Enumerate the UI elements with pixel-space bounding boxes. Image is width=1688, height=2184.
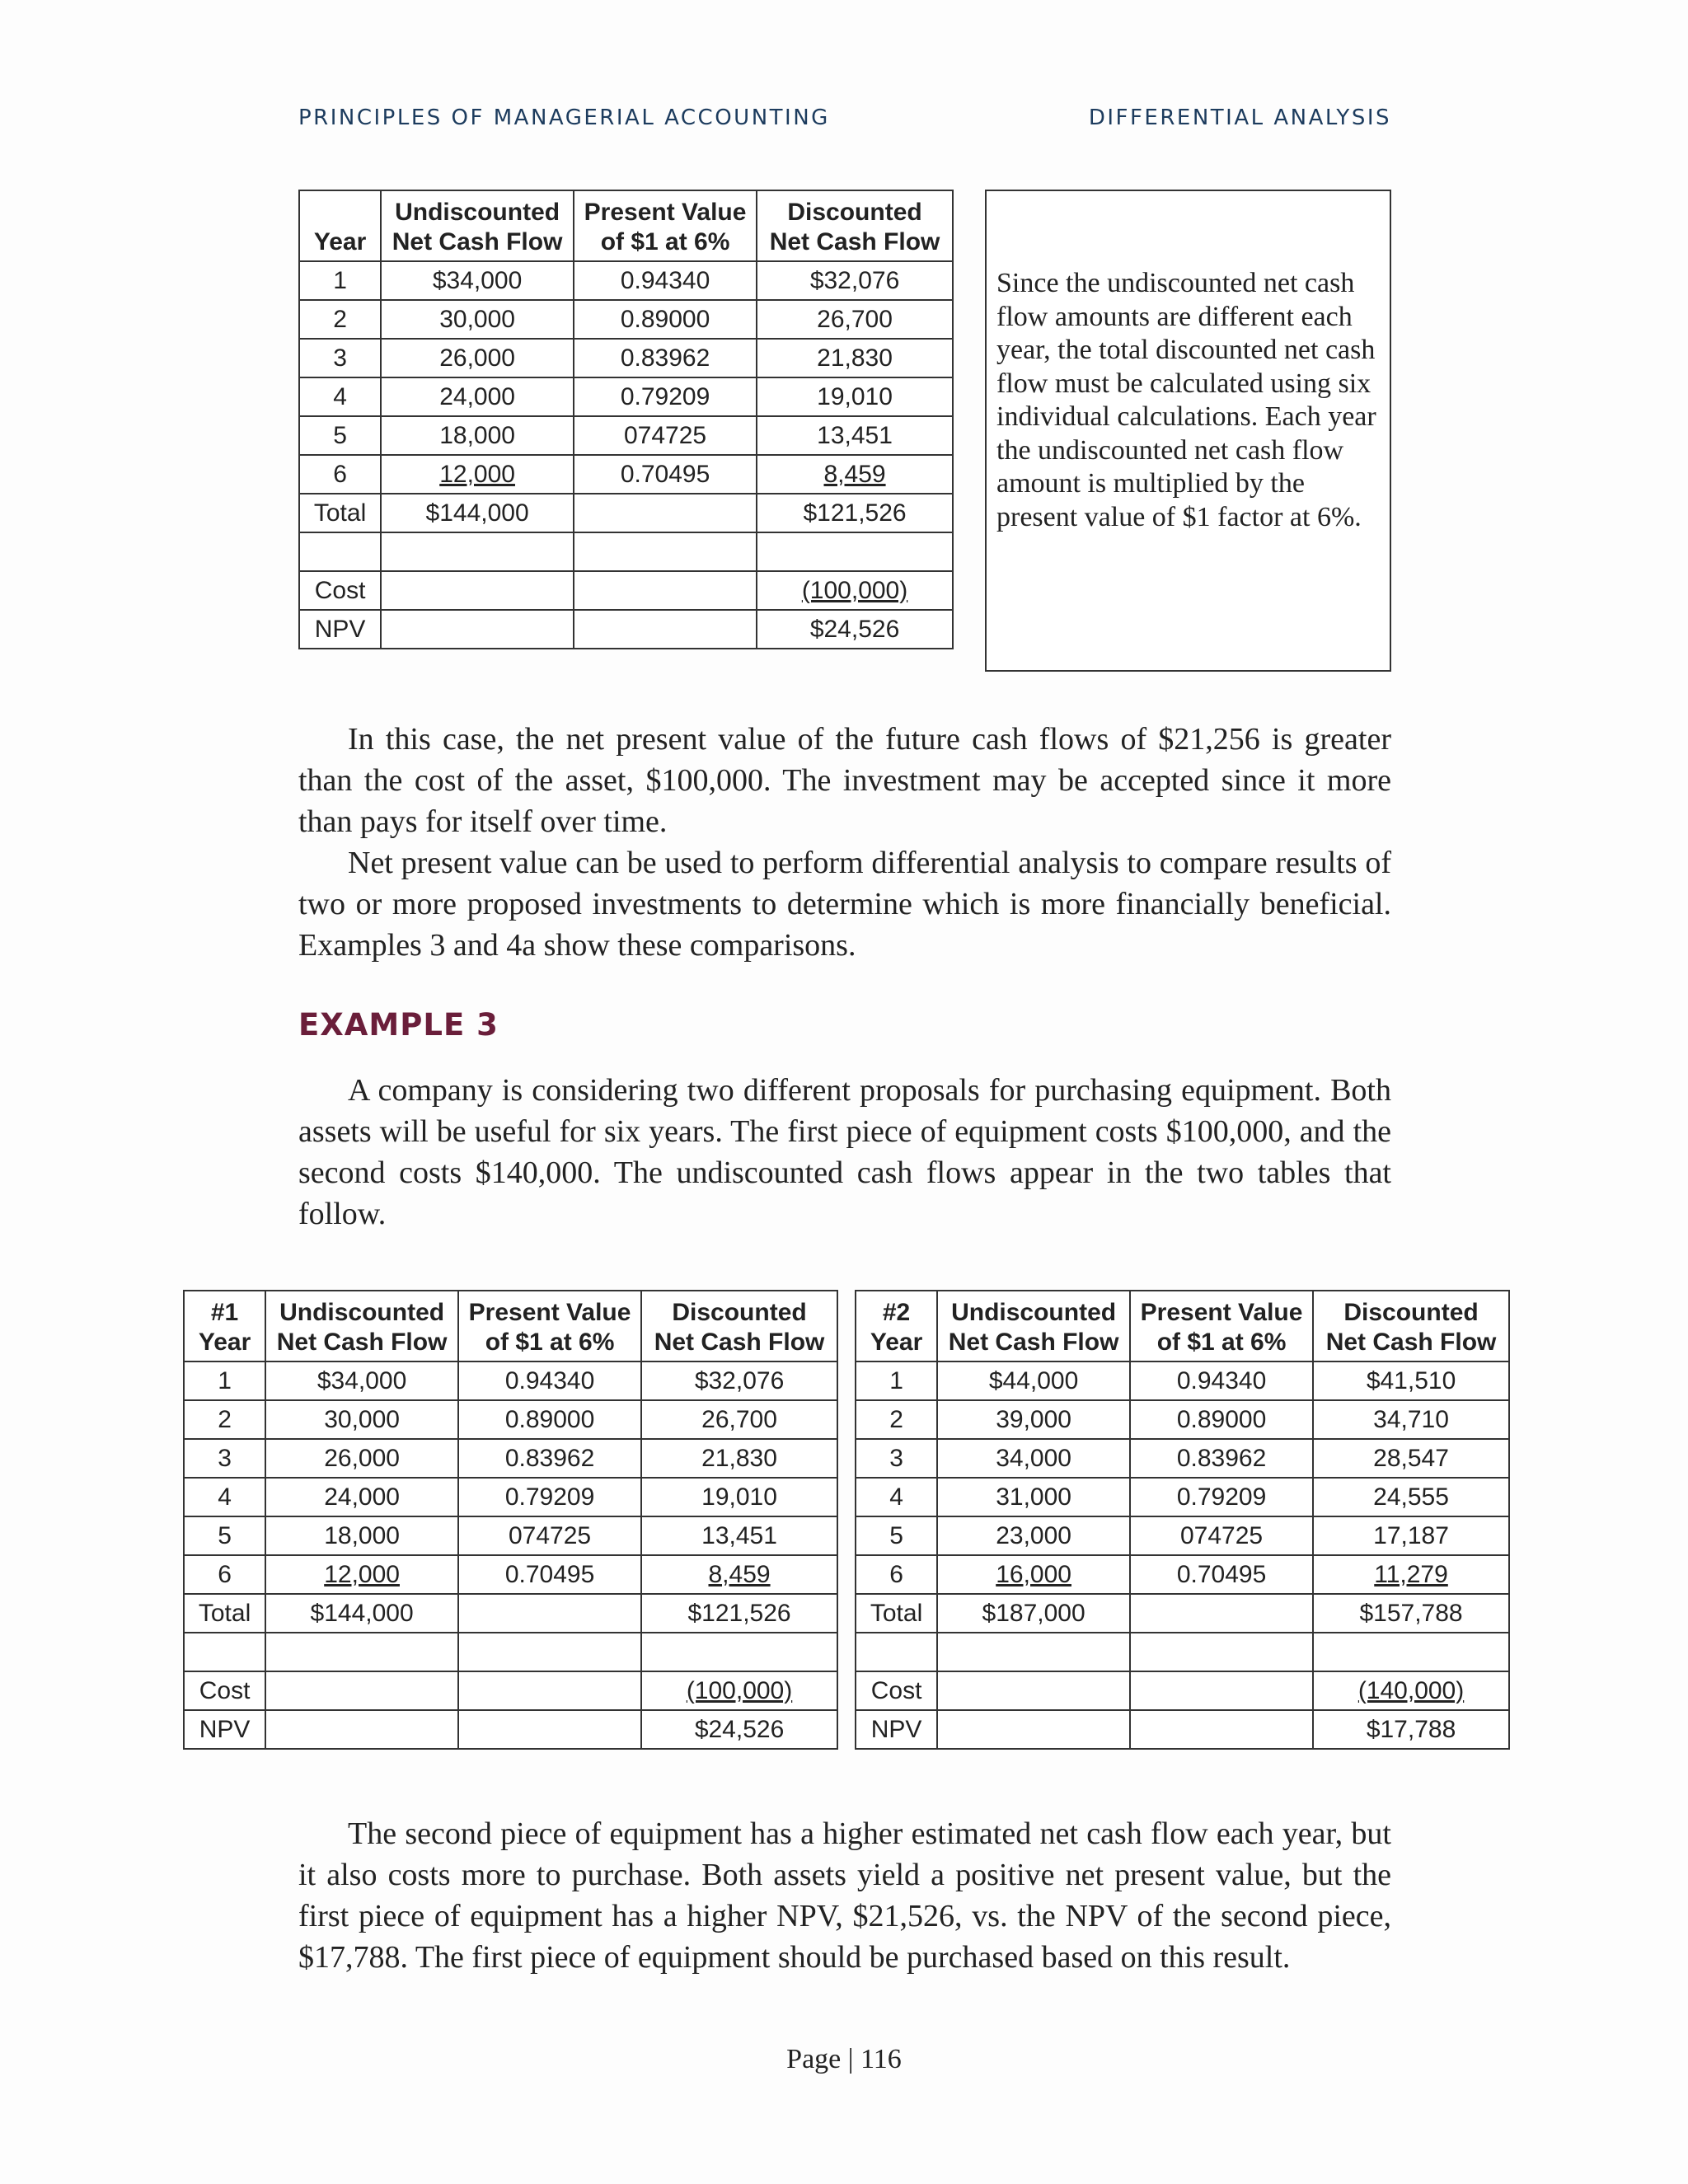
- table-cell: [856, 1633, 937, 1671]
- table-cell: [299, 377, 381, 416]
- column-header-line: Year: [870, 1329, 923, 1356]
- column-header: [641, 1291, 837, 1361]
- cell-value: 19,010: [817, 382, 893, 410]
- column-header-line: Present Value: [468, 1299, 631, 1326]
- table-row: [184, 1633, 837, 1671]
- cell-value: 0.70495: [1176, 1560, 1267, 1588]
- cell-value: 26,700: [817, 305, 893, 333]
- table-cell: [184, 1478, 265, 1516]
- column-header: [856, 1291, 937, 1361]
- table-cell: [937, 1633, 1130, 1671]
- table-cell: [1130, 1400, 1313, 1439]
- table-cell: [184, 1555, 265, 1594]
- table-row: [184, 1439, 837, 1478]
- table-cell: [458, 1400, 641, 1439]
- cell-value: 5: [889, 1521, 903, 1549]
- table-cell: [265, 1478, 458, 1516]
- cell-value: 0.89000: [620, 305, 710, 333]
- table-row: [856, 1478, 1509, 1516]
- table-cell: [1313, 1594, 1509, 1633]
- table-cell: [574, 494, 757, 532]
- cell-value: NPV: [870, 1715, 922, 1743]
- cell-value: (140,000): [1357, 1676, 1465, 1704]
- table-header-row: [856, 1291, 1509, 1361]
- table-cell: [1313, 1671, 1509, 1710]
- table-cell: [458, 1361, 641, 1400]
- cell-value: 0.70495: [504, 1560, 595, 1588]
- table-cell: [641, 1400, 837, 1439]
- table-row: [184, 1478, 837, 1516]
- table-cell: [299, 416, 381, 455]
- table-row: [184, 1555, 837, 1594]
- table-cell: [937, 1439, 1130, 1478]
- cell-value: 0.94340: [620, 266, 710, 294]
- table-cell: [937, 1555, 1130, 1594]
- column-header-line: of $1 at 6%: [600, 228, 730, 255]
- column-header: [1130, 1291, 1313, 1361]
- cell-value: 13,451: [817, 421, 893, 449]
- cell-value: 23,000: [996, 1521, 1071, 1549]
- cell-value: 1: [333, 266, 347, 294]
- column-header: [184, 1291, 265, 1361]
- table-row: [856, 1710, 1509, 1749]
- column-header-line: Net Cash Flow: [392, 228, 563, 255]
- column-header-line: Undiscounted: [951, 1299, 1117, 1326]
- table-cell: [641, 1361, 837, 1400]
- table-row: [299, 571, 953, 610]
- table-row: [299, 532, 953, 571]
- table-cell: [937, 1594, 1130, 1633]
- cell-value: 39,000: [996, 1405, 1071, 1433]
- paragraph-npv-result: In this case, the net present value of the future cash flows of $21,256 is greater than the cost of the asset, $100,000. The investment may be accepted since it more than pays for itself over time.: [298, 722, 1391, 839]
- table-cell: [458, 1516, 641, 1555]
- table-cell: [641, 1439, 837, 1478]
- cell-value: 0.79209: [1176, 1483, 1267, 1511]
- table-row: [299, 339, 953, 377]
- paragraph-differential-analysis: Net present value can be used to perform differential analysis to compare results of two or more proposed investments to determine which is more financially beneficial. Examples 3 and 4a show these comparisons.: [298, 846, 1391, 963]
- table-row: [184, 1594, 837, 1633]
- column-header-line: Present Value: [584, 199, 747, 226]
- table-cell: [299, 571, 381, 610]
- table-row: [299, 494, 953, 532]
- table-cell: [381, 261, 574, 300]
- table-row: [184, 1710, 837, 1749]
- table-row: [299, 261, 953, 300]
- table-row: [184, 1516, 837, 1555]
- table-cell: [184, 1516, 265, 1555]
- cell-value: 6: [218, 1560, 232, 1588]
- cell-value: $32,076: [694, 1366, 785, 1394]
- table-row: [184, 1671, 837, 1710]
- table-row: [299, 610, 953, 649]
- table-cell: [458, 1594, 641, 1633]
- table-cell: [458, 1710, 641, 1749]
- table-cell: [937, 1478, 1130, 1516]
- cell-value: 8,459: [823, 460, 886, 488]
- cell-value: 3: [218, 1444, 232, 1472]
- table-cell: [265, 1633, 458, 1671]
- column-header-line: Net Cash Flow: [769, 228, 940, 255]
- cell-value: Cost: [870, 1676, 922, 1704]
- table-cell: [184, 1710, 265, 1749]
- table-cell: [1313, 1516, 1509, 1555]
- cell-value: 11,279: [1374, 1560, 1448, 1588]
- cell-value: NPV: [199, 1715, 251, 1743]
- column-header: [757, 190, 953, 261]
- table-cell: [381, 300, 574, 339]
- table-cell: [299, 455, 381, 494]
- table-row: [299, 455, 953, 494]
- cell-value: 19,010: [701, 1483, 777, 1511]
- cell-value: 18,000: [324, 1521, 400, 1549]
- column-header-line: Net Cash Flow: [654, 1329, 825, 1356]
- example-heading: EXAMPLE 3: [298, 1007, 499, 1043]
- table-cell: [265, 1439, 458, 1478]
- explanation-note-box: Since the undiscounted net cash flow amounts are different each year, the total discounted net cash flow must be calculated using six individual calculations. Each year the undiscounted net cash flow amount is multiplied by the present value of $1 factor at 6%.: [985, 190, 1391, 672]
- table-cell: [265, 1400, 458, 1439]
- table-row: [856, 1439, 1509, 1478]
- table-cell: [856, 1361, 937, 1400]
- cell-value: $24,526: [694, 1715, 785, 1743]
- table-cell: [381, 571, 574, 610]
- cell-value: 074725: [624, 421, 707, 449]
- table-cell: [937, 1400, 1130, 1439]
- cell-value: $121,526: [803, 499, 907, 527]
- table-row: [856, 1633, 1509, 1671]
- table-cell: [574, 300, 757, 339]
- column-header: [458, 1291, 641, 1361]
- table-cell: [299, 610, 381, 649]
- cell-value: 4: [218, 1483, 232, 1511]
- cell-value: 3: [333, 344, 347, 372]
- column-header: [265, 1291, 458, 1361]
- cell-value: $34,000: [316, 1366, 407, 1394]
- table-cell: [381, 416, 574, 455]
- table-cell: [1130, 1516, 1313, 1555]
- table-cell: [757, 494, 953, 532]
- table-cell: [856, 1516, 937, 1555]
- cell-value: 0.79209: [620, 382, 710, 410]
- paragraph-conclusion: The second piece of equipment has a higher estimated net cash flow each year, but it also costs more to purchase. Both assets yield a positive net present value, but the first piece of equipment has a higher NPV, $21,526, vs. the NPV of the second piece, $17,788. The first piece of equipment should be purchased based on this result.: [298, 1816, 1391, 1975]
- table-cell: [574, 532, 757, 571]
- cell-value: 30,000: [439, 305, 515, 333]
- running-header-chapter-title: DIFFERENTIAL ANALYSIS: [1088, 105, 1391, 130]
- cell-value: 5: [218, 1521, 232, 1549]
- cell-value: 0.70495: [620, 460, 710, 488]
- cell-value: $17,788: [1366, 1715, 1456, 1743]
- table-cell: [1313, 1710, 1509, 1749]
- cell-value: 21,830: [817, 344, 893, 372]
- cell-value: 28,547: [1373, 1444, 1449, 1472]
- table-cell: [265, 1594, 458, 1633]
- cell-value: 6: [333, 460, 347, 488]
- table-cell: [1313, 1361, 1509, 1400]
- npv-table-equipment-1: [183, 1290, 838, 1750]
- table-row: [856, 1594, 1509, 1633]
- column-header-line: Net Cash Flow: [948, 1329, 1119, 1356]
- table-cell: [1130, 1439, 1313, 1478]
- table-cell: [856, 1478, 937, 1516]
- cell-value: $34,000: [432, 266, 523, 294]
- page-number: Page | 116: [786, 2044, 902, 2074]
- table-cell: [1313, 1400, 1509, 1439]
- cell-value: 26,700: [701, 1405, 777, 1433]
- table-cell: [757, 300, 953, 339]
- column-header-line: Discounted: [672, 1299, 807, 1326]
- table-cell: [757, 377, 953, 416]
- running-header-book-title: PRINCIPLES OF MANAGERIAL ACCOUNTING: [298, 105, 830, 130]
- cell-value: 6: [889, 1560, 903, 1588]
- cell-value: $144,000: [425, 499, 529, 527]
- table-cell: [381, 494, 574, 532]
- cell-value: $157,788: [1359, 1599, 1463, 1627]
- npv-table-example: [298, 190, 954, 649]
- table-cell: [641, 1478, 837, 1516]
- table-cell: [1313, 1633, 1509, 1671]
- table-cell: [856, 1439, 937, 1478]
- cell-value: 13,451: [701, 1521, 777, 1549]
- table-cell: [757, 416, 953, 455]
- cell-value: 074725: [509, 1521, 592, 1549]
- table-cell: [299, 300, 381, 339]
- table-cell: [265, 1361, 458, 1400]
- cell-value: 26,000: [439, 344, 515, 372]
- table-row: [856, 1516, 1509, 1555]
- column-header: [1313, 1291, 1509, 1361]
- cell-value: 8,459: [708, 1560, 771, 1588]
- table-row: [184, 1361, 837, 1400]
- cell-value: 0.94340: [504, 1366, 595, 1394]
- cell-value: 2: [333, 305, 347, 333]
- table-cell: [856, 1555, 937, 1594]
- table-cell: [265, 1710, 458, 1749]
- table-cell: [299, 494, 381, 532]
- table-cell: [381, 610, 574, 649]
- table-cell: [265, 1516, 458, 1555]
- table-cell: [574, 416, 757, 455]
- table-cell: [937, 1671, 1130, 1710]
- table-cell: [299, 339, 381, 377]
- table-cell: [184, 1400, 265, 1439]
- table-row: [856, 1555, 1509, 1594]
- table-cell: [458, 1671, 641, 1710]
- table-cell: [1313, 1439, 1509, 1478]
- table-cell: [641, 1516, 837, 1555]
- cell-value: 18,000: [439, 421, 515, 449]
- cell-value: (100,000): [801, 576, 908, 604]
- table-cell: [574, 610, 757, 649]
- table-row: [299, 377, 953, 416]
- table-cell: [184, 1633, 265, 1671]
- cell-value: 5: [333, 421, 347, 449]
- column-header-line: Year: [198, 1329, 251, 1356]
- table-cell: [856, 1671, 937, 1710]
- table-header-row: [184, 1291, 837, 1361]
- table-row: [856, 1361, 1509, 1400]
- table-cell: [381, 532, 574, 571]
- table-cell: [381, 455, 574, 494]
- cell-value: 17,187: [1373, 1521, 1449, 1549]
- cell-value: 0.89000: [504, 1405, 595, 1433]
- table-row: [184, 1400, 837, 1439]
- cell-value: $44,000: [988, 1366, 1079, 1394]
- table-row: [856, 1400, 1509, 1439]
- cell-value: 26,000: [324, 1444, 400, 1472]
- cell-value: 0.83962: [1176, 1444, 1267, 1472]
- column-header-line: Undiscounted: [395, 199, 560, 226]
- column-header-line: Net Cash Flow: [1325, 1329, 1497, 1356]
- table-cell: [299, 261, 381, 300]
- paragraph-example-3: A company is considering two different proposals for purchasing equipment. Both assets will be useful for six years. The first piece of equipment costs $100,000, and the second costs $140,000. The undiscounted cash flows appear in the two tables that follow.: [298, 1073, 1391, 1231]
- column-header-line: Net Cash Flow: [276, 1329, 448, 1356]
- column-header-line: Year: [313, 228, 367, 255]
- table-cell: [1130, 1555, 1313, 1594]
- table-cell: [184, 1361, 265, 1400]
- column-header: [381, 190, 574, 261]
- cell-value: 30,000: [324, 1405, 400, 1433]
- table-cell: [757, 532, 953, 571]
- column-header: [299, 190, 381, 261]
- table-cell: [458, 1555, 641, 1594]
- cell-value: 2: [889, 1405, 903, 1433]
- table-cell: [1130, 1361, 1313, 1400]
- table-cell: [937, 1361, 1130, 1400]
- cell-value: 12,000: [439, 460, 515, 488]
- cell-value: 2: [218, 1405, 232, 1433]
- column-header-line: Undiscounted: [279, 1299, 445, 1326]
- cell-value: Total: [313, 499, 367, 527]
- cell-value: 0.94340: [1176, 1366, 1267, 1394]
- table-cell: [299, 532, 381, 571]
- table-cell: [937, 1516, 1130, 1555]
- column-header: [937, 1291, 1130, 1361]
- table-cell: [574, 261, 757, 300]
- column-header-line: of $1 at 6%: [1156, 1329, 1287, 1356]
- table-cell: [641, 1555, 837, 1594]
- table-cell: [574, 339, 757, 377]
- column-header-line: #1: [210, 1299, 239, 1326]
- cell-value: $187,000: [982, 1599, 1085, 1627]
- table-cell: [184, 1671, 265, 1710]
- table-cell: [1130, 1671, 1313, 1710]
- table-cell: [1130, 1594, 1313, 1633]
- column-header-line: Discounted: [1343, 1299, 1479, 1326]
- table-cell: [856, 1400, 937, 1439]
- cell-value: 34,000: [996, 1444, 1071, 1472]
- cell-value: 34,710: [1373, 1405, 1449, 1433]
- cell-value: 24,555: [1373, 1483, 1449, 1511]
- table-cell: [574, 377, 757, 416]
- table-cell: [1313, 1478, 1509, 1516]
- table-cell: [458, 1439, 641, 1478]
- cell-value: 1: [218, 1366, 232, 1394]
- cell-value: Cost: [199, 1676, 251, 1704]
- table-cell: [757, 261, 953, 300]
- table-cell: [641, 1710, 837, 1749]
- table-cell: [265, 1555, 458, 1594]
- cell-value: 0.79209: [504, 1483, 595, 1511]
- table-cell: [381, 339, 574, 377]
- cell-value: Total: [198, 1599, 251, 1627]
- cell-value: Total: [870, 1599, 923, 1627]
- cell-value: 0.83962: [504, 1444, 595, 1472]
- table-cell: [937, 1710, 1130, 1749]
- table-cell: [265, 1671, 458, 1710]
- cell-value: $32,076: [809, 266, 900, 294]
- cell-value: $24,526: [809, 615, 900, 643]
- cell-value: 0.89000: [1176, 1405, 1267, 1433]
- cell-value: 4: [889, 1483, 903, 1511]
- table-cell: [1130, 1633, 1313, 1671]
- table-cell: [458, 1478, 641, 1516]
- table-cell: [1130, 1478, 1313, 1516]
- table-row: [299, 416, 953, 455]
- cell-value: 3: [889, 1444, 903, 1472]
- table-cell: [184, 1439, 265, 1478]
- table-cell: [641, 1633, 837, 1671]
- table-cell: [856, 1594, 937, 1633]
- table-cell: [757, 339, 953, 377]
- npv-table-equipment-2: [855, 1290, 1510, 1750]
- cell-value: 24,000: [324, 1483, 400, 1511]
- cell-value: 31,000: [996, 1483, 1071, 1511]
- cell-value: (100,000): [686, 1676, 793, 1704]
- table-cell: [757, 455, 953, 494]
- table-cell: [458, 1633, 641, 1671]
- cell-value: $121,526: [687, 1599, 791, 1627]
- table-cell: [184, 1594, 265, 1633]
- cell-value: 074725: [1180, 1521, 1264, 1549]
- table-cell: [757, 610, 953, 649]
- table-cell: [641, 1671, 837, 1710]
- table-cell: [1313, 1555, 1509, 1594]
- table-cell: [757, 571, 953, 610]
- cell-value: 12,000: [324, 1560, 400, 1588]
- table-header-row: [299, 190, 953, 261]
- table-row: [299, 300, 953, 339]
- column-header: [574, 190, 757, 261]
- table-cell: [856, 1710, 937, 1749]
- cell-value: NPV: [314, 615, 366, 643]
- column-header-line: #2: [882, 1299, 911, 1326]
- cell-value: 21,830: [701, 1444, 777, 1472]
- cell-value: 24,000: [439, 382, 515, 410]
- column-header-line: Present Value: [1140, 1299, 1303, 1326]
- table-cell: [1130, 1710, 1313, 1749]
- cell-value: $41,510: [1366, 1366, 1456, 1394]
- column-header-line: Discounted: [787, 199, 922, 226]
- table-cell: [574, 455, 757, 494]
- table-cell: [641, 1594, 837, 1633]
- table-cell: [574, 571, 757, 610]
- table-row: [856, 1671, 1509, 1710]
- table-cell: [381, 377, 574, 416]
- cell-value: $144,000: [310, 1599, 414, 1627]
- cell-value: 1: [889, 1366, 903, 1394]
- cell-value: 0.83962: [620, 344, 710, 372]
- column-header-line: of $1 at 6%: [485, 1329, 615, 1356]
- cell-value: 16,000: [996, 1560, 1071, 1588]
- cell-value: Cost: [314, 576, 366, 604]
- cell-value: 4: [333, 382, 347, 410]
